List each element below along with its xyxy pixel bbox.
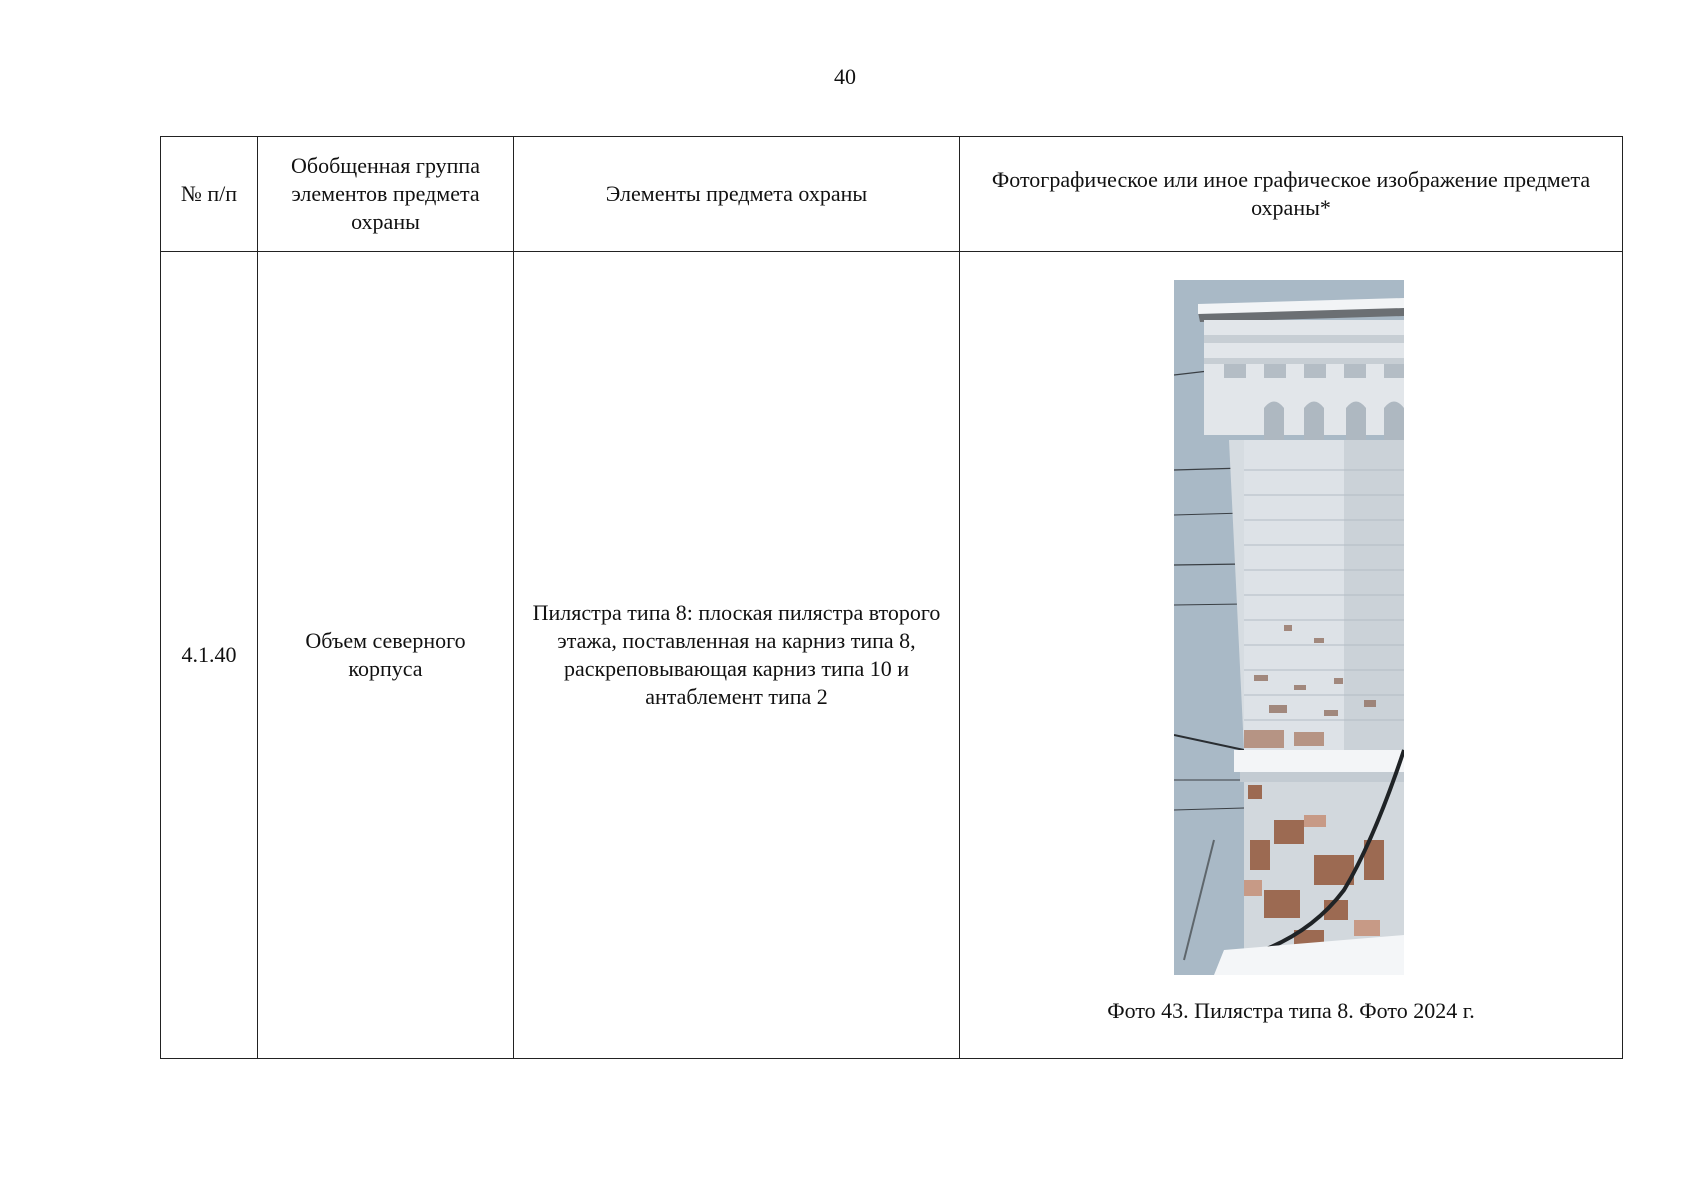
page-number: 40 <box>834 64 856 89</box>
row-elements: Пилястра типа 8: плоская пилястра второго этажа, поставленная на карниз типа 8, раскреповывающая карниз типа 10 и антаблемент типа 2 <box>514 252 960 1059</box>
row-number: 4.1.40 <box>161 252 258 1059</box>
photo-caption: Фото 43. Пилястра типа 8. Фото 2024 г. <box>1107 998 1475 1023</box>
table-row <box>161 252 1623 1059</box>
header-number: № п/п <box>161 137 258 252</box>
pilaster-photo-image <box>1174 280 1404 975</box>
row-group: Объем северного корпуса <box>258 252 514 1059</box>
heritage-table <box>160 136 1623 1059</box>
header-elements: Элементы предмета охраны <box>514 137 960 252</box>
photo-cell <box>960 252 1623 1059</box>
header-image: Фотографическое или иное графическое изображение предмета охраны* <box>960 137 1623 252</box>
header-group: Обобщенная группа элементов предмета охраны <box>258 137 514 252</box>
pilaster-photo <box>1174 280 1404 975</box>
table-header-row <box>161 137 1623 252</box>
